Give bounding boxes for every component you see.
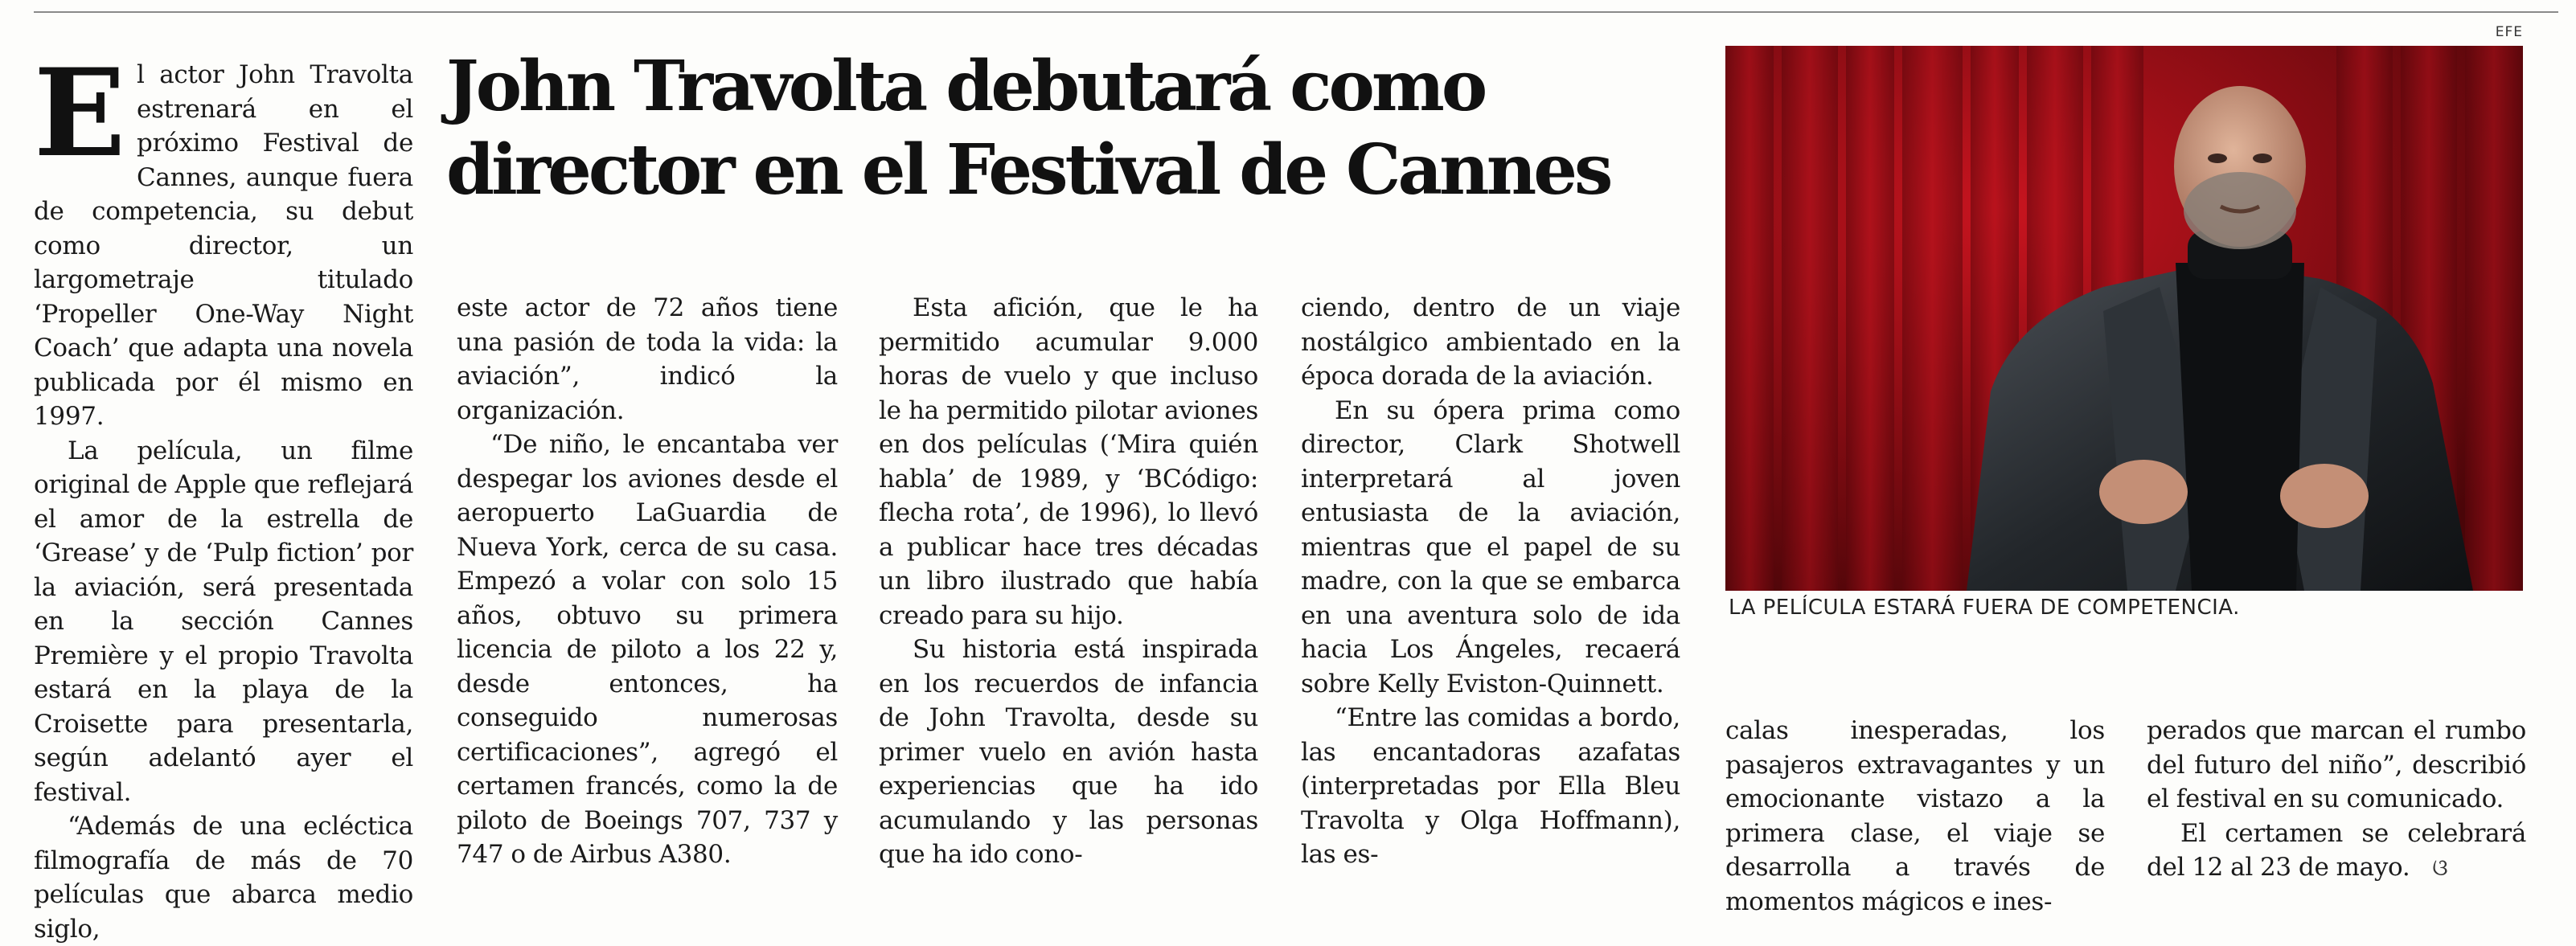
closing-text: El certamen se celebrará del 12 al 23 de mayo. [2147,818,2526,882]
paragraph: calas inesperadas, los pasajeros extravagantes y un emocionante vistazo a la primera clase, el viaje se desarrolla a través de momentos mágicos e ines- [1725,716,2105,916]
article-column-5 [1725,714,2105,919]
lead-paragraph [34,43,413,434]
article-column-2 [457,291,838,872]
article-column-4 [1301,291,1680,872]
paragraph: Esta afición, que le ha permitido acumular 9.000 horas de vuelo y que incluso le ha permitido pilotar aviones en dos películas (‘Mira quién habla’ de 1989, y ‘BCódigo: flecha rota’, de 1996), lo llevó a publicar hace tres décadas un libro ilustrado que había creado para su hijo. [879,293,1258,630]
article-column-3 [879,291,1258,872]
article-column-6 [2147,714,2526,886]
paragraph [2147,817,2526,886]
paragraph: perados que marcan el rumbo del futuro del niño”, describió el festival en su comunicado. [2147,716,2526,813]
paragraph: “Además de una ecléctica filmografía de más de 70 películas que abarca medio siglo, [34,812,413,944]
article-column-1 [34,43,413,946]
paragraph: En su ópera prima como director, Clark Shotwell interpretará al joven entusiasta de la aviación, mientras que el papel de su madre, con la que se embarca en una aventura solo de ida hacia Los Ángeles, recaerá sobre Kelly Eviston-Quinnett. [1301,395,1680,698]
paragraph: “Entre las comidas a bordo, las encantadoras azafatas (interpretadas por Ella Bleu Travolta y Olga Hoffmann), las es- [1301,703,1680,869]
top-rule [34,11,2558,13]
paragraph: La película, un filme original de Apple que reflejará el amor de la estrella de ‘Grease’ y de ‘Pulp fiction’ por la aviación, será presentada en la sección Cannes Première y el propio Travolta estará en la playa de la Croisette para presentarla, según adelantó ayer el festival. [34,436,413,807]
portrait-illustration [1725,46,2523,591]
drop-cap: E [34,43,126,184]
headline: John Travolta debutará como director en el Festival de Cannes [446,46,1610,211]
paragraph: este actor de 72 años tiene una pasión de toda la vida: la aviación”, indicó la organización. [457,293,838,425]
article-photo [1725,46,2523,591]
end-mark-icon: ଓ [2432,854,2448,881]
paragraph: “De niño, le encantaba ver despegar los aviones desde el aeropuerto LaGuardia de Nueva York, cerca de su casa. Empezó a volar con solo 15 años, obtuvo su primera licencia de piloto a los 22 y, desde entonces, ha conseguido numerosas certificaciones”, agregó el certamen francés, como la de piloto de Boeings 707, 737 y 747 o de Airbus A380. [457,430,838,869]
paragraph: Su historia está inspirada en los recuerdos de infancia de John Travolta, desde su primer vuelo en avión hasta experiencias que ha ido acumulando y las personas que ha ido cono- [879,635,1258,869]
photo-credit: EFE [2495,24,2523,40]
lead-text: l actor John Travolta estrenará en el próximo Festival de Cannes, aunque fuera de competencia, su debut como director, un largometraje titulado ‘Propeller One-Way Night Coach’ que adapta una novela publicada por él mismo en 1997. [34,60,413,431]
photo-caption: LA PELÍCULA ESTARÁ FUERA DE COMPETENCIA. [1729,596,2240,620]
paragraph: ciendo, dentro de un viaje nostálgico ambientado en la época dorada de la aviación. [1301,293,1680,391]
